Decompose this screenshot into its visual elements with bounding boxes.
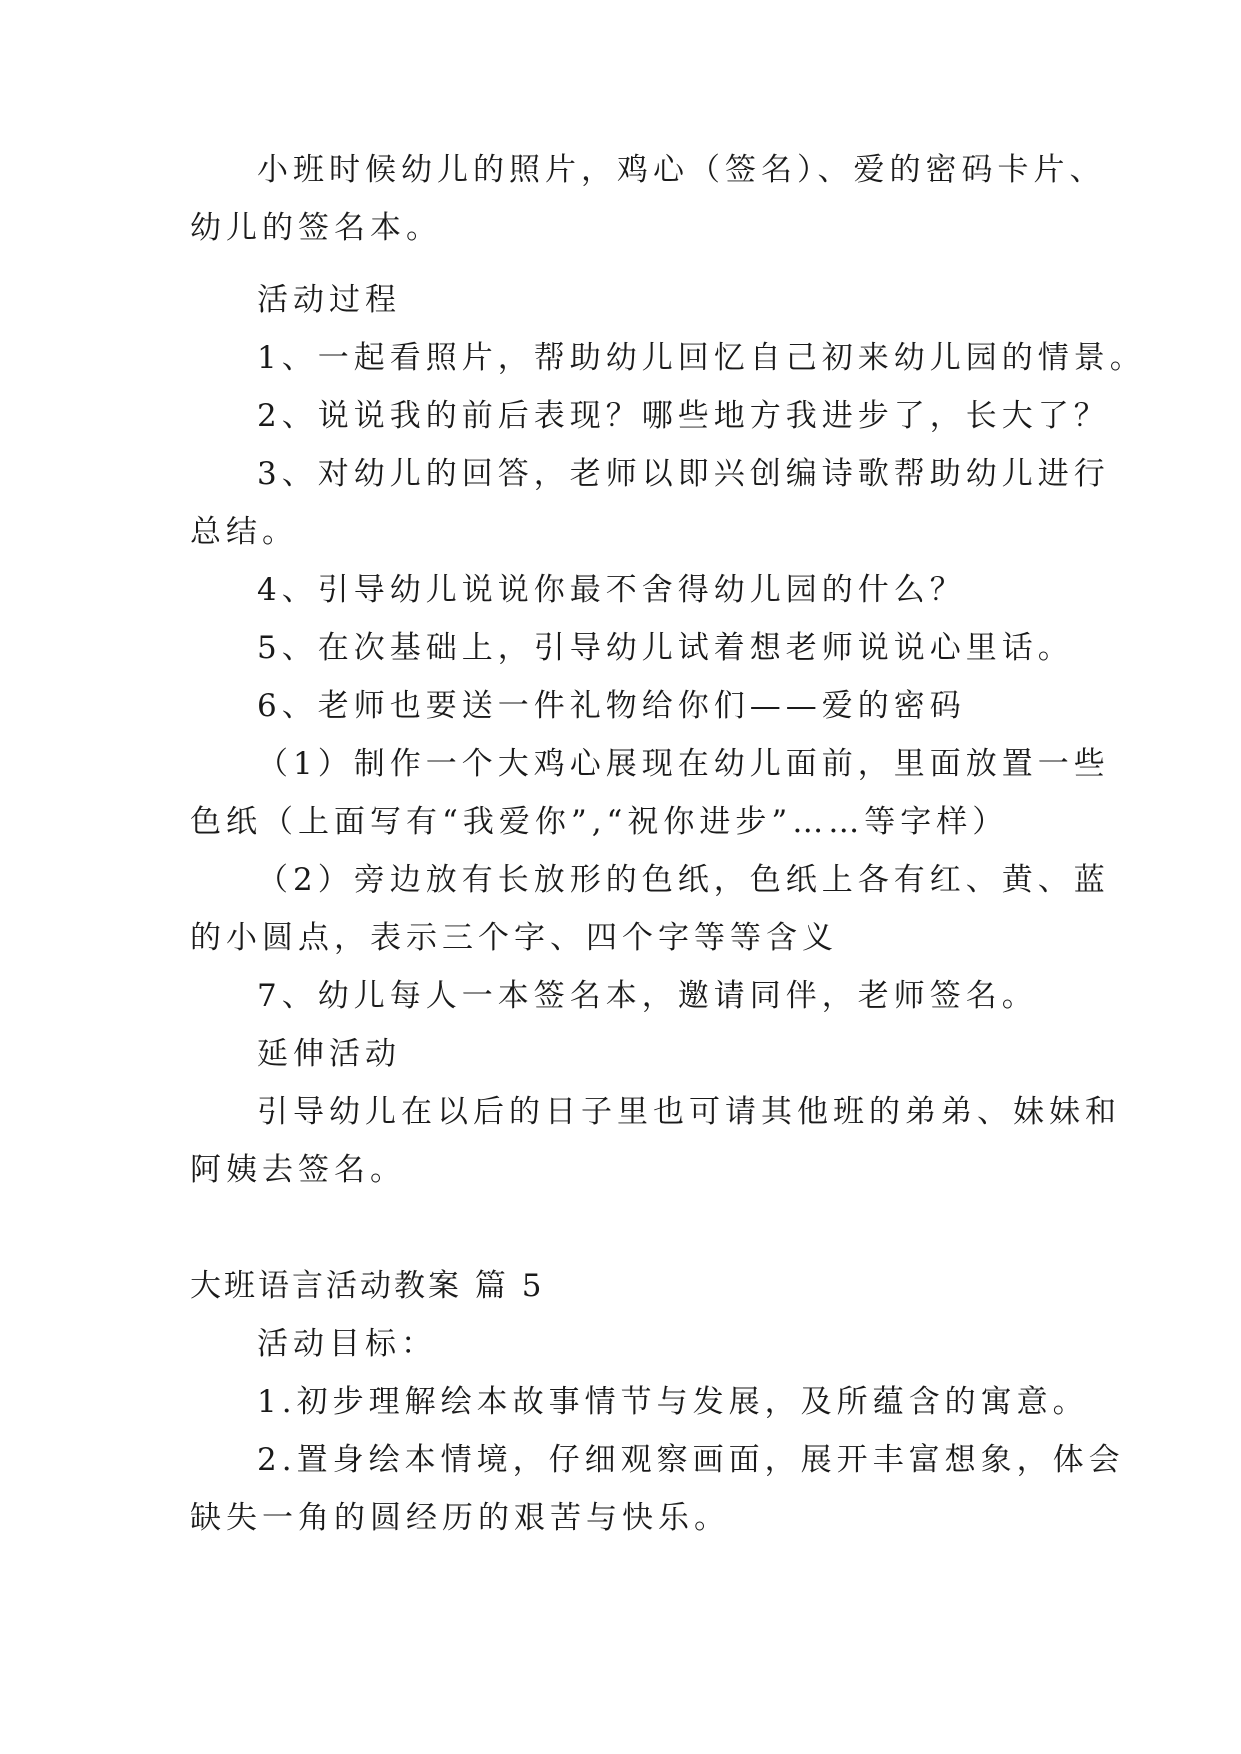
text-line: 阿姨去签名。: [190, 1152, 406, 1188]
section-heading: 延伸活动: [257, 1036, 401, 1072]
text-line: 3、对幼儿的回答，老师以即兴创编诗歌帮助幼儿进行: [257, 456, 1110, 492]
text-line: 引导幼儿在以后的日子里也可请其他班的弟弟、妹妹和: [257, 1094, 1121, 1130]
text-line: 缺失一角的圆经历的艰苦与快乐。: [190, 1500, 730, 1536]
text-line: 幼儿的签名本。: [190, 210, 442, 246]
text-line: 6、老师也要送一件礼物给你们——爱的密码: [257, 688, 966, 724]
text-line: 1.初步理解绘本故事情节与发展，及所蕴含的寓意。: [257, 1384, 1089, 1420]
text-line: 2.置身绘本情境，仔细观察画面，展开丰富想象，体会: [257, 1442, 1125, 1478]
text-line: （1）制作一个大鸡心展现在幼儿面前，里面放置一些: [257, 746, 1110, 782]
text-line: 的小圆点，表示三个字、四个字等等含义: [190, 920, 838, 956]
section-heading: 活动目标：: [257, 1326, 437, 1362]
text-line: 总结。: [190, 514, 298, 550]
text-line: 7、幼儿每人一本签名本，邀请同伴，老师签名。: [257, 978, 1038, 1014]
text-line: 小班时候幼儿的照片，鸡心（签名）、爱的密码卡片、: [257, 152, 1106, 188]
text-line: （2）旁边放有长放形的色纸，色纸上各有红、黄、蓝: [257, 862, 1110, 898]
text-line: 2、说说我的前后表现？哪些地方我进步了，长大了？: [257, 398, 1110, 434]
text-line: 1、一起看照片，帮助幼儿回忆自己初来幼儿园的情景。: [257, 340, 1146, 376]
text-line: 色纸（上面写有“我爱你”,“祝你进步”……等字样）: [190, 804, 1009, 840]
article-title: 大班语言活动教案 篇 5: [190, 1268, 545, 1304]
text-line: 5、在次基础上，引导幼儿试着想老师说说心里话。: [257, 630, 1074, 666]
text-line: 4、引导幼儿说说你最不舍得幼儿园的什么？: [257, 572, 966, 608]
section-heading: 活动过程: [257, 282, 401, 318]
